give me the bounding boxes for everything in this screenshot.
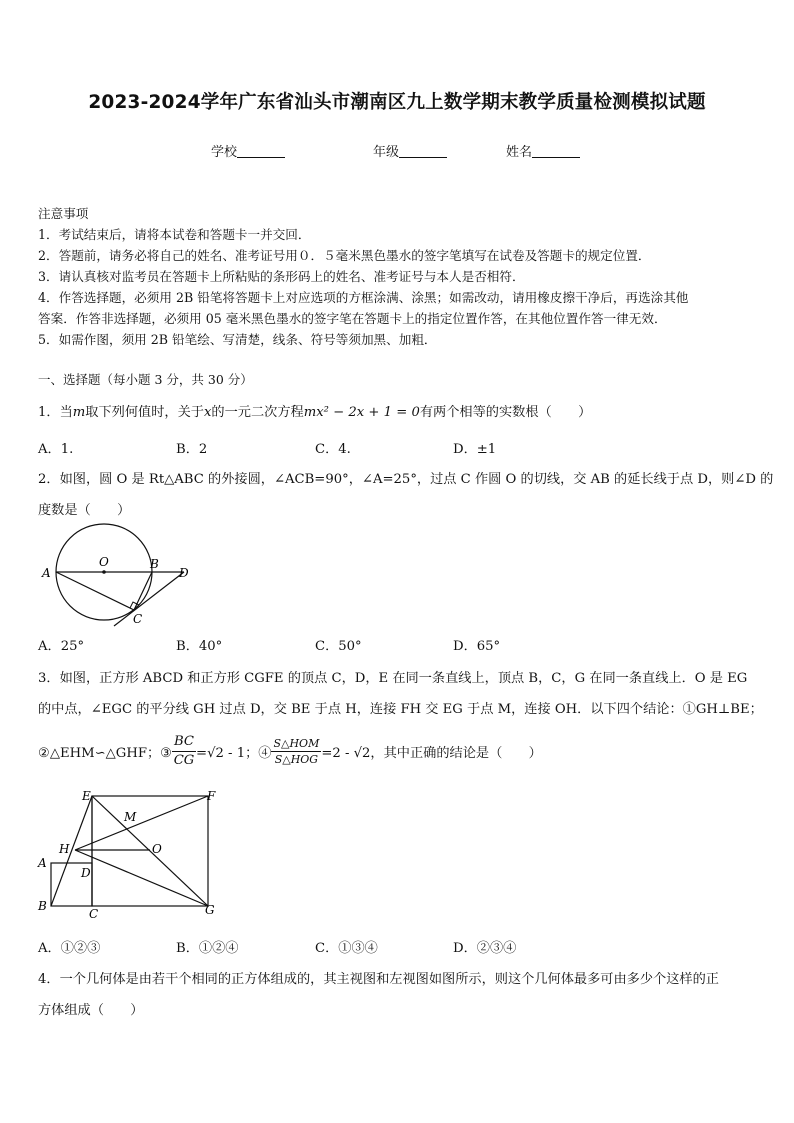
q2-circle-diagram [38, 522, 198, 628]
q3-option-d: D．②③④ [453, 941, 517, 956]
q2-option-d: D．65° [453, 639, 501, 654]
school-blank [237, 145, 285, 158]
q3-frac1-den: CG [173, 752, 195, 768]
q1-option-a: A．1. [38, 442, 74, 457]
q1-x: x [203, 405, 212, 420]
notice-item: 4．作答选择题，必须用 2B 铅笔将答题卡上对应选项的方框涂满、涂黑；如需改动，请用橡皮擦干净后，再选涂其他 [38, 290, 689, 305]
line-fh [75, 796, 208, 850]
q1-mid2: 的一元二次方程 [211, 405, 304, 420]
notice-item: 5．如需作图，须用 2B 铅笔绘、写清楚，线条、符号等须加黑、加粗． [38, 332, 437, 347]
label-m: M [124, 810, 137, 824]
q1-m: m [72, 405, 86, 420]
q3-conclusion-2: ②△EHM∽△GHF；③ [38, 745, 172, 761]
grade-label: 年级 [373, 145, 400, 160]
section-heading: 一、选择题（每小题 3 分，共 30 分） [38, 372, 253, 387]
q1-option-b: B．2 [176, 442, 208, 457]
label-a: A [38, 856, 47, 870]
q1-option-d: D．±1 [453, 442, 497, 457]
q2-option-b: B．40° [176, 639, 223, 654]
q3-fraction-bc-cg [172, 735, 196, 766]
school-field [211, 141, 285, 160]
q3-frac1-num: BC [172, 735, 196, 751]
label-c: C [133, 612, 143, 626]
label-a: A [42, 566, 51, 580]
label-f: F [207, 789, 216, 803]
label-e: E [82, 789, 91, 803]
label-d: D [179, 566, 189, 580]
q3-end: =2 - √2，其中正确的结论是（ ） [321, 745, 542, 761]
question-3-line2: 的中点，∠EGC 的平分线 GH 过点 D，交 BE 于点 H，连接 FH 交 EG 于点 M，连接 OH．以下四个结论：①GH⊥BE； [38, 702, 763, 717]
notice-item: 3．请认真核对监考员在答题卡上所粘贴的条形码上的姓名、准考证号与本人是否相符． [38, 269, 525, 284]
q3-frac2-den: S△HOG [274, 752, 319, 766]
q3-fraction-area [271, 738, 321, 765]
school-label: 学校 [211, 145, 238, 160]
question-3-line1: 3．如图，正方形 ABCD 和正方形 CGFE 的顶点 C，D，E 在同一条直线上，顶点 B，C，G 在同一条直线上．O 是 EG [38, 671, 748, 686]
question-3-line3 [38, 730, 542, 772]
question-4-line1: 4．一个几何体是由若干个相同的正方体组成的，其主视图和左视图如图所示，则这个几何体最多可由多少个这样的正 [38, 972, 719, 987]
question-1 [38, 401, 591, 420]
label-b: B [150, 557, 159, 571]
tangent-cd [114, 572, 184, 626]
name-blank [532, 145, 580, 158]
label-g: G [205, 903, 215, 917]
q1-equation: mx² − 2x + 1 = 0 [303, 405, 420, 420]
line-be [51, 796, 92, 906]
center-dot [102, 570, 106, 574]
label-o: O [152, 842, 162, 856]
q3-mid: =√2 - 1；④ [196, 745, 272, 761]
notice-heading: 注意事项 [38, 206, 89, 221]
question-2-line1: 2．如图，圆 O 是 Rt△ABC 的外接圆，∠ACB=90°，∠A=25°，过点 C 作圆 O 的切线，交 AB 的延长线于点 D，则∠D 的 [38, 472, 774, 487]
question-4-line2: 方体组成（ ） [38, 1003, 144, 1018]
notice-item: 1．考试结束后，请将本试卷和答题卡一并交回． [38, 227, 311, 242]
line-eg [92, 796, 208, 906]
page-title: 2023-2024学年广东省汕头市潮南区九上数学期末教学质量检测模拟试题 [88, 92, 706, 113]
grade-field [373, 141, 447, 160]
notice-item: 答案．作答非选择题，必须用 05 毫米黑色墨水的签字笔在答题卡上的指定位置作答，在其他位置作答一律无效． [38, 311, 667, 326]
q3-option-a: A．①②③ [38, 941, 101, 956]
line-gh [75, 850, 208, 906]
question-2-line2: 度数是（ ） [38, 503, 131, 518]
q1-pre: 1．当 [38, 405, 73, 420]
q2-option-a: A．25° [38, 639, 85, 654]
grade-blank [399, 145, 447, 158]
label-d: D [81, 866, 91, 880]
q3-squares-diagram [34, 786, 224, 922]
name-label: 姓名 [506, 145, 533, 160]
q2-option-c: C．50° [315, 639, 362, 654]
label-h: H [59, 842, 70, 856]
q3-option-c: C．①③④ [315, 941, 378, 956]
q1-option-c: C．4. [315, 442, 351, 457]
label-c: C [89, 907, 99, 921]
notice-item: 2．答题前，请务必将自己的姓名、准考证号用０．５毫米黑色墨水的签字笔填写在试卷及答题卡的规定位置． [38, 248, 651, 263]
q1-mid1: 取下列何值时，关于 [85, 405, 204, 420]
q1-post: 有两个相等的实数根（ ） [419, 405, 592, 420]
q3-option-b: B．①②④ [176, 941, 239, 956]
name-field [506, 141, 580, 160]
label-o: O [99, 555, 109, 569]
label-b: B [38, 899, 47, 913]
q3-frac2-num: S△HOM [273, 736, 320, 750]
